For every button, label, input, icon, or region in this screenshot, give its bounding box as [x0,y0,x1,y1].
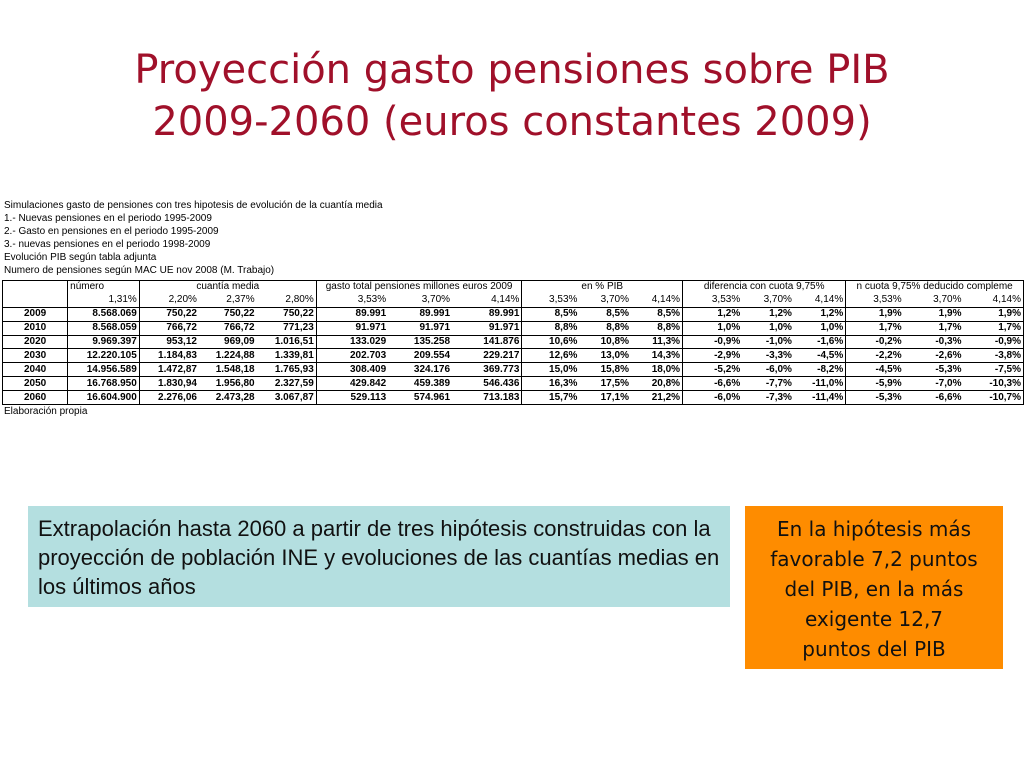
note-line: Numero de pensiones según MAC UE nov 2008 (M. Trabajo) [4,265,275,276]
value-cell: 1,9% [963,307,1023,321]
value-cell: 1.184,83 [139,349,199,363]
pct-cell: 2,80% [257,294,317,307]
value-cell: 429.842 [316,377,388,391]
header-numero: número [68,281,140,294]
value-cell: 369.773 [452,363,522,377]
value-cell: 8.568.069 [68,307,140,321]
value-cell: 1,9% [904,307,964,321]
header-gasto: gasto total pensiones millones euros 2009 [316,281,522,294]
value-cell: 91.971 [388,321,452,335]
value-cell: 202.703 [316,349,388,363]
value-cell: 229.217 [452,349,522,363]
pct-cell: 2,20% [139,294,199,307]
value-cell: -2,6% [904,349,964,363]
pct-cell: 4,14% [794,294,846,307]
table-row [3,377,1024,391]
value-cell: 8.568.059 [68,321,140,335]
value-cell: 308.409 [316,363,388,377]
value-cell: 750,22 [139,307,199,321]
value-cell: -4,5% [794,349,846,363]
value-cell: 459.389 [388,377,452,391]
value-cell: 546.436 [452,377,522,391]
value-cell: -0,2% [846,335,904,349]
value-cell: 135.258 [388,335,452,349]
value-cell: 133.029 [316,335,388,349]
value-cell: 209.554 [388,349,452,363]
growth-rate-row [3,294,1024,307]
value-cell: 1.830,94 [139,377,199,391]
value-cell: 750,22 [257,307,317,321]
value-cell: 766,72 [139,321,199,335]
pct-cell: 4,14% [631,294,683,307]
conclusion-line: favorable 7,2 puntos [770,547,978,571]
note-line: 2.- Gasto en pensiones en el periodo 1995-2009 [4,226,219,237]
title-line-2: 2009-2060 (euros constantes 2009) [152,99,872,145]
value-cell: -2,9% [683,349,743,363]
note-line: Simulaciones gasto de pensiones con tres hipotesis de evolución de la cuantía media [4,200,383,211]
value-cell: -7,0% [904,377,964,391]
table-row [3,335,1024,349]
value-cell: 15,0% [522,363,579,377]
value-cell: 1,2% [683,307,743,321]
value-cell: 1.016,51 [257,335,317,349]
value-cell: -6,0% [683,391,743,405]
note-line: Evolución PIB según tabla adjunta [4,252,157,263]
pension-projection-table [2,280,1024,405]
value-cell: -5,2% [683,363,743,377]
value-cell: 713.183 [452,391,522,405]
value-cell: 15,7% [522,391,579,405]
value-cell: -5,3% [846,391,904,405]
value-cell: 141.876 [452,335,522,349]
value-cell: 953,12 [139,335,199,349]
pct-cell: 4,14% [963,294,1023,307]
pct-cell: 3,70% [742,294,794,307]
pct-empty [3,294,68,307]
value-cell: 20,8% [631,377,683,391]
value-cell: -3,8% [963,349,1023,363]
pct-cell: 2,37% [199,294,257,307]
value-cell: 2.327,59 [257,377,317,391]
table-source: Elaboración propia [4,406,88,417]
value-cell: 10,6% [522,335,579,349]
slide-title [0,44,1024,148]
value-cell: -5,3% [904,363,964,377]
value-cell: 91.971 [316,321,388,335]
pct-cell: 3,53% [522,294,579,307]
year-cell: 2060 [3,391,68,405]
value-cell: 18,0% [631,363,683,377]
table-row [3,321,1024,335]
value-cell: -5,9% [846,377,904,391]
conclusion-line: exigente 12,7 [804,607,944,631]
value-cell: -6,6% [904,391,964,405]
conclusion-line: del PIB, en la más [784,577,964,601]
value-cell: -7,3% [742,391,794,405]
value-cell: 89.991 [452,307,522,321]
value-cell: -2,2% [846,349,904,363]
pct-cell: 3,53% [683,294,743,307]
pct-cell: 3,53% [316,294,388,307]
value-cell: 1.339,81 [257,349,317,363]
value-cell: 574.961 [388,391,452,405]
value-cell: 1,0% [683,321,743,335]
value-cell: 1,2% [794,307,846,321]
value-cell: 1.956,80 [199,377,257,391]
value-cell: 529.113 [316,391,388,405]
value-cell: -4,5% [846,363,904,377]
table-body [3,281,1024,405]
value-cell: 1,2% [742,307,794,321]
value-cell: 3.067,87 [257,391,317,405]
value-cell: 1,9% [846,307,904,321]
header-diferencia: diferencia con cuota 9,75% [683,281,846,294]
value-cell: 1.765,93 [257,363,317,377]
value-cell: -10,7% [963,391,1023,405]
table-row [3,391,1024,405]
pct-cell: 3,70% [388,294,452,307]
value-cell: -7,5% [963,363,1023,377]
pct-cell: 1,31% [68,294,140,307]
year-cell: 2009 [3,307,68,321]
year-cell: 2050 [3,377,68,391]
pct-cell: 3,53% [846,294,904,307]
value-cell: 10,8% [579,335,631,349]
year-cell: 2020 [3,335,68,349]
value-cell: -6,6% [683,377,743,391]
header-empty [3,281,68,294]
value-cell: 750,22 [199,307,257,321]
value-cell: 969,09 [199,335,257,349]
value-cell: 2.276,06 [139,391,199,405]
value-cell: 16.604.900 [68,391,140,405]
pct-cell: 3,70% [579,294,631,307]
value-cell: -0,3% [904,335,964,349]
value-cell: 14.956.589 [68,363,140,377]
value-cell: 1,7% [846,321,904,335]
value-cell: -11,0% [794,377,846,391]
pct-cell: 4,14% [452,294,522,307]
table-notes [4,199,383,277]
conclusion-box [745,506,1003,669]
value-cell: 8,5% [631,307,683,321]
header-cuantia: cuantía media [139,281,316,294]
value-cell: 12.220.105 [68,349,140,363]
value-cell: 8,8% [579,321,631,335]
value-cell: 17,1% [579,391,631,405]
value-cell: -0,9% [683,335,743,349]
title-line-1: Proyección gasto pensiones sobre PIB [134,47,890,93]
note-line: 1.- Nuevas pensiones en el periodo 1995-2009 [4,213,212,224]
value-cell: 89.991 [388,307,452,321]
year-cell: 2040 [3,363,68,377]
year-cell: 2010 [3,321,68,335]
note-line: 3.- nuevas pensiones en el periodo 1998-2009 [4,239,211,250]
value-cell: 9.969.397 [68,335,140,349]
table-row [3,349,1024,363]
value-cell: 766,72 [199,321,257,335]
value-cell: 15,8% [579,363,631,377]
value-cell: -6,0% [742,363,794,377]
value-cell: -7,7% [742,377,794,391]
value-cell: 89.991 [316,307,388,321]
value-cell: 1.224,88 [199,349,257,363]
value-cell: -1,6% [794,335,846,349]
value-cell: 324.176 [388,363,452,377]
value-cell: 8,5% [522,307,579,321]
table-row [3,363,1024,377]
value-cell: 1.548,18 [199,363,257,377]
header-pib: en % PIB [522,281,683,294]
value-cell: 12,6% [522,349,579,363]
value-cell: 16.768.950 [68,377,140,391]
value-cell: -3,3% [742,349,794,363]
conclusion-line: En la hipótesis más [776,517,972,541]
value-cell: 17,5% [579,377,631,391]
header-deducido: n cuota 9,75% deducido compleme [846,281,1024,294]
conclusion-line: puntos del PIB [802,637,946,661]
value-cell: 771,23 [257,321,317,335]
value-cell: -10,3% [963,377,1023,391]
value-cell: 21,2% [631,391,683,405]
value-cell: 8,8% [631,321,683,335]
value-cell: 8,5% [579,307,631,321]
value-cell: 8,8% [522,321,579,335]
value-cell: -0,9% [963,335,1023,349]
value-cell: 1,7% [963,321,1023,335]
table-row [3,307,1024,321]
pct-cell: 3,70% [904,294,964,307]
value-cell: 2.473,28 [199,391,257,405]
value-cell: 1.472,87 [139,363,199,377]
value-cell: 11,3% [631,335,683,349]
value-cell: -8,2% [794,363,846,377]
value-cell: 1,0% [794,321,846,335]
value-cell: 14,3% [631,349,683,363]
value-cell: -11,4% [794,391,846,405]
value-cell: 13,0% [579,349,631,363]
year-cell: 2030 [3,349,68,363]
value-cell: 1,7% [904,321,964,335]
group-header-row [3,281,1024,294]
hypothesis-description-box: Extrapolación hasta 2060 a partir de tres hipótesis construidas con la proyección de población INE y evoluciones de las cuantías medias en los últimos años [28,506,730,607]
value-cell: 91.971 [452,321,522,335]
value-cell: -1,0% [742,335,794,349]
value-cell: 16,3% [522,377,579,391]
value-cell: 1,0% [742,321,794,335]
